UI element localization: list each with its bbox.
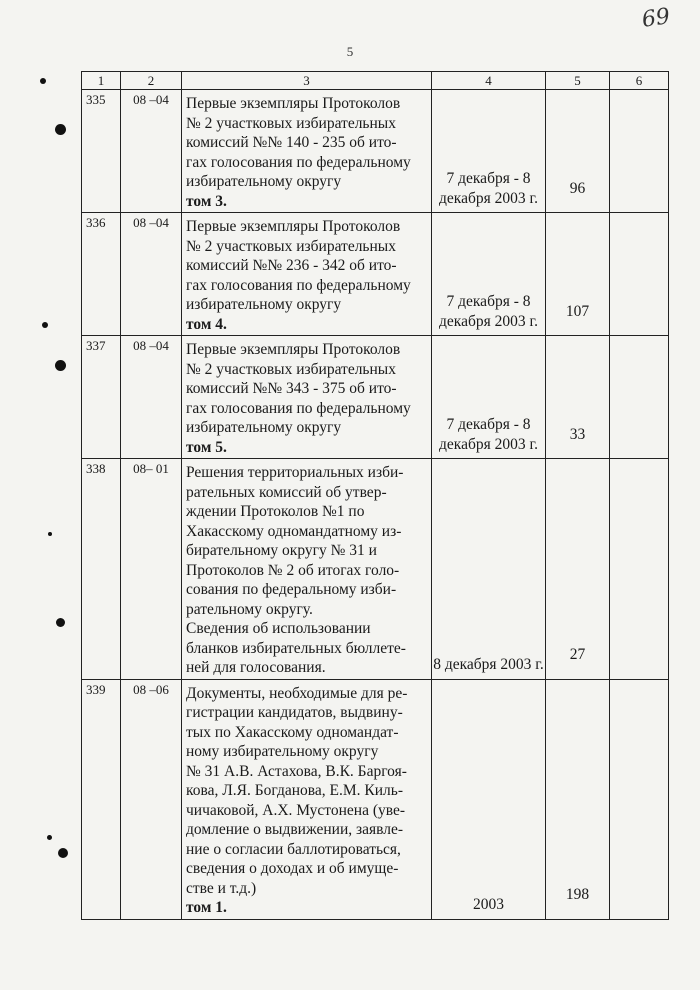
description-line: рательных комиссий об утвер- bbox=[186, 483, 387, 501]
row-number-cell: 337 bbox=[82, 336, 121, 459]
row-note-cell bbox=[610, 336, 669, 459]
row-sheet-count-cell: 107 bbox=[546, 213, 610, 336]
description-line: избирательному округу bbox=[186, 419, 342, 436]
page-number: 5 bbox=[346, 44, 354, 59]
description-line: Первые экземпляры Протоколов bbox=[186, 341, 401, 358]
description-line: гах голосования по федеральному bbox=[186, 399, 411, 417]
punch-hole-mark bbox=[58, 848, 68, 858]
column-header: 2 bbox=[121, 72, 182, 90]
volume-label: том 1. bbox=[186, 899, 227, 916]
description-line: Решения территориальных изби- bbox=[186, 464, 404, 481]
row-index-code-cell: 08 –06 bbox=[121, 679, 182, 919]
description-line: ждении Протоколов №1 по bbox=[186, 503, 365, 520]
punch-hole-mark bbox=[48, 532, 52, 536]
column-header: 6 bbox=[610, 72, 669, 90]
description-line: № 31 А.В. Астахова, В.К. Баргоя- bbox=[186, 762, 407, 780]
description-line: комиссий №№ 343 - 375 об ито- bbox=[186, 380, 397, 397]
description-line: избирательному округу bbox=[186, 296, 342, 313]
punch-hole-mark bbox=[56, 618, 65, 627]
description-line: комиссий №№ 236 - 342 об ито- bbox=[186, 257, 397, 274]
row-sheet-count-cell: 27 bbox=[546, 459, 610, 680]
description-line: рательному округу. bbox=[186, 600, 313, 618]
description-line: ние о согласии баллотироваться, bbox=[186, 840, 401, 858]
description-line: тых по Хакасскому одномандат- bbox=[186, 723, 399, 741]
row-note-cell bbox=[610, 213, 669, 336]
row-index-code-cell: 08 –04 bbox=[121, 213, 182, 336]
row-date-cell: 7 декабря - 8 декабря 2003 г. bbox=[432, 90, 546, 213]
row-note-cell bbox=[610, 679, 669, 919]
column-header: 4 bbox=[432, 72, 546, 90]
description-line: ному избирательному округу bbox=[186, 743, 379, 760]
row-sheet-count-cell: 96 bbox=[546, 90, 610, 213]
description-line: гах голосования по федеральному bbox=[186, 276, 411, 294]
description-line: стве и т.д.) bbox=[186, 879, 257, 897]
row-description-cell bbox=[182, 459, 432, 680]
description-line: Сведения об использовании bbox=[186, 620, 371, 637]
row-date-cell: 2003 bbox=[432, 679, 546, 919]
row-description-cell bbox=[182, 679, 432, 919]
description-line: № 2 участковых избирательных bbox=[186, 114, 396, 132]
description-line: Протоколов № 2 об итогах голо- bbox=[186, 561, 400, 579]
description-line: чичаковой, А.Х. Мустонена (уве- bbox=[186, 801, 406, 819]
description-line: домление о выдвижении, заявле- bbox=[186, 821, 404, 838]
handwritten-sheet-number: 69 bbox=[640, 4, 672, 33]
description-line: кова, Л.Я. Богданова, Е.М. Киль- bbox=[186, 782, 403, 799]
description-line: Первые экземпляры Протоколов bbox=[186, 95, 401, 112]
table-row bbox=[82, 459, 669, 680]
row-note-cell bbox=[610, 459, 669, 680]
row-number-cell: 336 bbox=[82, 213, 121, 336]
punch-hole-mark bbox=[55, 124, 66, 135]
punch-hole-mark bbox=[40, 78, 46, 84]
description-line: избирательному округу bbox=[186, 173, 342, 190]
punch-hole-mark bbox=[47, 835, 52, 840]
description-line: Документы, необходимые для ре- bbox=[186, 684, 408, 702]
row-description-cell bbox=[182, 213, 432, 336]
row-description-cell bbox=[182, 336, 432, 459]
row-number-cell: 335 bbox=[82, 90, 121, 213]
row-sheet-count-cell: 33 bbox=[546, 336, 610, 459]
description-line: сведения о доходах и об имуще- bbox=[186, 860, 399, 877]
column-header: 5 bbox=[546, 72, 610, 90]
row-index-code-cell: 08 –04 bbox=[121, 336, 182, 459]
table-header-row bbox=[82, 72, 669, 90]
volume-label: том 3. bbox=[186, 192, 227, 210]
description-line: № 2 участковых избирательных bbox=[186, 360, 396, 378]
column-header: 3 bbox=[182, 72, 432, 90]
table-row bbox=[82, 90, 669, 213]
table-row bbox=[82, 213, 669, 336]
table-row bbox=[82, 679, 669, 919]
description-line: бланков избирательных бюллете- bbox=[186, 639, 406, 657]
description-line: комиссий №№ 140 - 235 об ито- bbox=[186, 134, 397, 151]
volume-label: том 5. bbox=[186, 438, 227, 456]
row-number-cell: 338 bbox=[82, 459, 121, 680]
volume-label: том 4. bbox=[186, 315, 227, 333]
description-line: сования по федеральному изби- bbox=[186, 581, 397, 598]
punch-hole-mark bbox=[55, 360, 66, 371]
row-date-cell: 7 декабря - 8 декабря 2003 г. bbox=[432, 336, 546, 459]
inventory-table bbox=[81, 71, 669, 920]
row-index-code-cell: 08 –04 bbox=[121, 90, 182, 213]
row-date-cell: 8 декабря 2003 г. bbox=[432, 459, 546, 680]
description-line: № 2 участковых избирательных bbox=[186, 237, 396, 255]
row-number-cell: 339 bbox=[82, 679, 121, 919]
table-row bbox=[82, 336, 669, 459]
row-date-cell: 7 декабря - 8 декабря 2003 г. bbox=[432, 213, 546, 336]
description-line: бирательному округу № 31 и bbox=[186, 542, 377, 559]
description-line: Первые экземпляры Протоколов bbox=[186, 218, 401, 235]
row-description-cell bbox=[182, 90, 432, 213]
punch-hole-mark bbox=[42, 322, 48, 328]
row-sheet-count-cell: 198 bbox=[546, 679, 610, 919]
row-note-cell bbox=[610, 90, 669, 213]
column-header: 1 bbox=[82, 72, 121, 90]
description-line: Хакасскому одномандатному из- bbox=[186, 522, 402, 540]
description-line: гистрации кандидатов, выдвину- bbox=[186, 704, 403, 721]
row-index-code-cell: 08– 01 bbox=[121, 459, 182, 680]
description-line: гах голосования по федеральному bbox=[186, 153, 411, 171]
description-line: ней для голосования. bbox=[186, 659, 326, 676]
